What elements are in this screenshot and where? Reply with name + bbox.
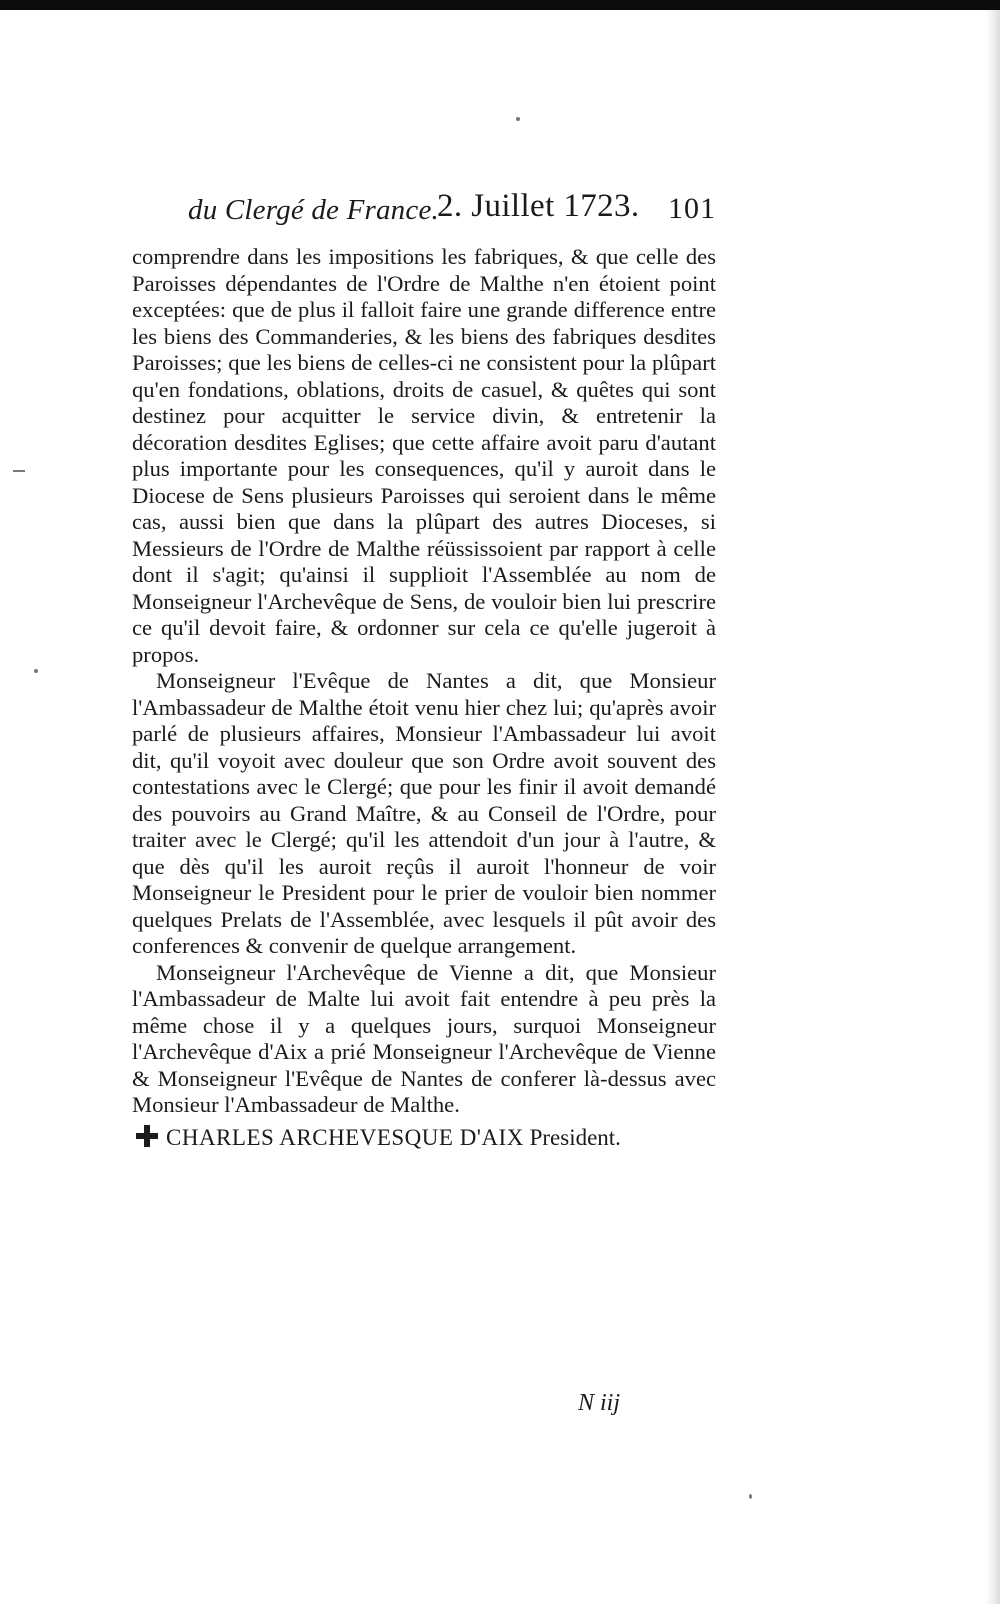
page-edge-shadow [986,10,1000,1604]
page-number: 101 [668,192,716,225]
running-head [132,188,716,244]
paragraph-archeveque-vienne: Monseigneur l'Archevêque de Vienne a dit, que Monsieur l'Ambassadeur de Malte lui avoit fait entendre à peu près la même chose il y a quelques jours, surquoi Monseigneur l'Archevêque d'Aix a prié Monseigneur l'Archevêque de Vienne & Monseigneur l'Evêque de Nantes de conferer là-dessus avec Monsieur l'Ambassadeur de Malthe. [132,959,716,1117]
scan-speck [749,1494,752,1499]
scan-speck [34,669,38,673]
scan-top-border [0,0,1000,10]
signoff-title: President. [529,1124,621,1150]
paragraph-continuation: comprendre dans les impositions les fabriques, & que celle des Paroisses dépendantes de l'Ordre de Malthe n'en étoient point exceptées: que de plus il falloit faire une grande difference entre les biens des Commanderies, & les biens des fabriques desdites Paroisses; que les biens de celles-ci ne consistent pour la plûpart qu'en fondations, oblations, droits de casuel, & quêtes qui sont destinez pour acquitter le service divin, & entretenir la décoration desdites Eglises; que cette affaire avoit paru d'autant plus importante pour les consequences, qu'il y auroit dans le Diocese de Sens plusieurs Paroisses qui seroient dans le même cas, aussi bien que dans la plûpart des autres Dioceses, si Messieurs de l'Ordre de Malthe réüssissoient par rapport à celle dont il s'agit; qu'ainsi il supplioit l'Assemblée au nom de Monseigneur l'Archevêque de Sens, de vouloir bien lui prescrire ce qu'il devoit faire, & ordonner sur cela ce qu'elle jugeroit à propos. [132,244,716,667]
running-head-title: du Clergé de France. [188,194,439,226]
scan-speck [13,470,25,472]
signoff-name: CHARLES ARCHEVESQUE D'AIX [166,1124,524,1150]
paragraph-eveque-nantes: Monseigneur l'Evêque de Nantes a dit, que Monsieur l'Ambassadeur de Malthe étoit venu hier chez lui; qu'après avoir parlé de plusieurs affaires, Monsieur l'Ambassadeur lui avoit dit, qu'il voyoit avec douleur que son Ordre avoit souvent des contestations avec le Clergé; que pour les finir il avoit demandé des pouvoirs au Grand Maître, & au Conseil de l'Ordre, pour traiter avec le Clergé; qu'il les attendoit d'un jour à l'autre, & que dès qu'il les auroit reçûs il auroit l'honneur de voir Monseigneur le President pour le prier de vouloir bien nommer quelques Prelats de l'Assemblée, avec lesquels il pût avoir des conferences & convenir de quelque arrangement. [132,668,716,958]
running-head-date: 2. Juillet 1723. [437,188,640,224]
signature-mark: N iij [578,1390,621,1416]
cross-icon [136,1125,158,1147]
president-signoff [132,1123,716,1153]
scan-speck [516,117,520,121]
book-page [132,188,716,1153]
